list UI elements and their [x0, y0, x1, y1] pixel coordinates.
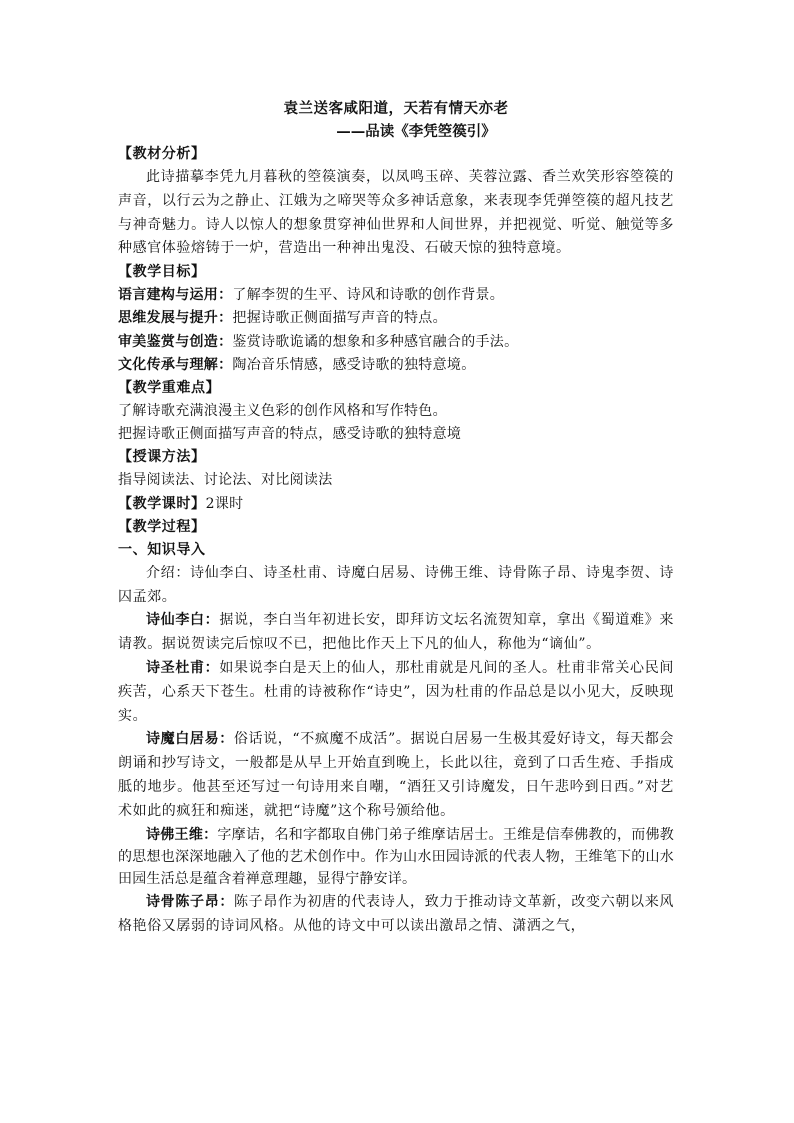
analysis-paragraph: 此诗描摹李凭九月暮秋的箜篌演奏，以凤鸣玉碎、芙蓉泣露、香兰欢笑形容箜篌的声音，以行云为之静止、江娥为之啼哭等众多神话意象，来表现李凭弹箜篌的超凡技艺与神奇魅力。诗人以惊人的想象贯穿神仙世界和人间世界，并把视觉、听觉、触觉等多种感官体验熔铸于一炉，营造出一种神出鬼没、石破天惊的独特意境。: [118, 169, 674, 257]
poet-paragraph-wang-wei: [118, 824, 674, 891]
document-content: [118, 98, 674, 938]
hours-text: 2课时: [205, 495, 244, 512]
poet-label: 诗仙李白：: [146, 612, 220, 629]
hours-line: [118, 493, 674, 516]
goal-text: 鉴赏诗歌诡谲的想象和多种感官融合的手法。: [232, 333, 519, 350]
poet-text: 陈子昂作为初唐的代表诗人，致力于推动诗文革新，改变六朝以来风格艳俗又孱弱的诗词风格。从他的诗文中可以读出激昂之情、潇洒之气，: [118, 893, 674, 934]
goal-text: 陶冶音乐情感，感受诗歌的独特意境。: [232, 356, 476, 373]
poet-paragraph-li-bai: [118, 609, 674, 657]
poet-text: 字摩诘，名和字都取自佛门弟子维摩诘居士。王维是信奉佛教的，而佛教的思想也深深地融入了他的艺术创作中。作为山水田园诗派的代表人物，王维笔下的山水田园生活总是蕴含着禅意理趣，显得宁静安详。: [118, 826, 675, 888]
section-heading-analysis: 【教材分析】: [118, 146, 206, 162]
poet-label: 诗骨陈子昂：: [146, 893, 235, 910]
goal-label: 思维发展与提升：: [118, 310, 233, 327]
poet-label: 诗圣杜甫：: [146, 660, 220, 676]
document-subtitle: ——品读《李凭箜篌引》: [336, 123, 496, 140]
goal-item: [118, 307, 674, 330]
method-text: 指导阅读法、讨论法、对比阅读法: [118, 472, 333, 489]
section-heading-method: 【授课方法】: [118, 449, 206, 466]
key-point-line: 了解诗歌充满浪漫主义色彩的创作风格和写作特色。: [118, 403, 447, 419]
goal-label: 审美鉴赏与创造：: [118, 333, 233, 350]
poet-text: 俗话说，“不疯魔不成活”。据说白居易一生极其爱好诗文，每天都会朗诵和抄写诗文，一般都是从早上开始直到晚上，长此以往，竟到了口舌生疮、手指成胝的地步。他甚至还写过一句诗用来自嘲，“酒狂又引诗魔发，日午悲吟到日西。”对艺术如此的疯狂和痴迷，就把“诗魔”这个称号颁给他。: [118, 731, 674, 819]
section-heading-goals: 【教学目标】: [118, 264, 206, 281]
goal-label: 语言建构与运用：: [118, 287, 233, 304]
poet-paragraph-du-fu: [118, 657, 674, 728]
section-heading-hours: 【教学课时】: [118, 495, 206, 512]
goal-item: [118, 354, 674, 377]
section-heading-key-points: 【教学重难点】: [118, 380, 221, 396]
goal-text: 把握诗歌正侧面描写声音的特点。: [232, 310, 447, 327]
section-heading-process: 【教学过程】: [118, 518, 206, 535]
intro-paragraph: 介绍：诗仙李白、诗圣杜甫、诗魔白居易、诗佛王维、诗骨陈子昂、诗鬼李贺、诗囚孟郊。: [118, 564, 674, 605]
goal-label: 文化传承与理解：: [118, 356, 233, 373]
goal-text: 了解李贺的生平、诗风和诗歌的创作背景。: [232, 287, 505, 304]
poet-label: 诗魔白居易：: [146, 731, 234, 748]
poet-label: 诗佛王维：: [146, 826, 218, 843]
goal-item: [118, 284, 674, 307]
document-title: 袁兰送客咸阳道，天若有情天亦老: [283, 100, 509, 117]
poet-paragraph-bai-juyi: [118, 728, 674, 823]
poet-text: 如果说李白是天上的仙人，那杜甫就是凡间的圣人。杜甫非常关心民间疾苦，心系天下苍生。杜甫的诗被称作“诗史”，因为杜甫的作品总是以小见大，反映现实。: [118, 660, 674, 724]
process-step-heading: 一、知识导入: [118, 541, 206, 558]
key-point-line: 把握诗歌正侧面描写声音的特点，感受诗歌的独特意境: [118, 426, 462, 443]
poet-text: 据说，李白当年初进长安，即拜访文坛名流贺知章，拿出《蜀道难》来请教。据说贺读完后惊叹不已，把他比作天上下凡的仙人，称他为“谪仙”。: [118, 612, 674, 653]
poet-paragraph-chen-ziang: [118, 891, 674, 939]
goal-item: [118, 331, 674, 354]
